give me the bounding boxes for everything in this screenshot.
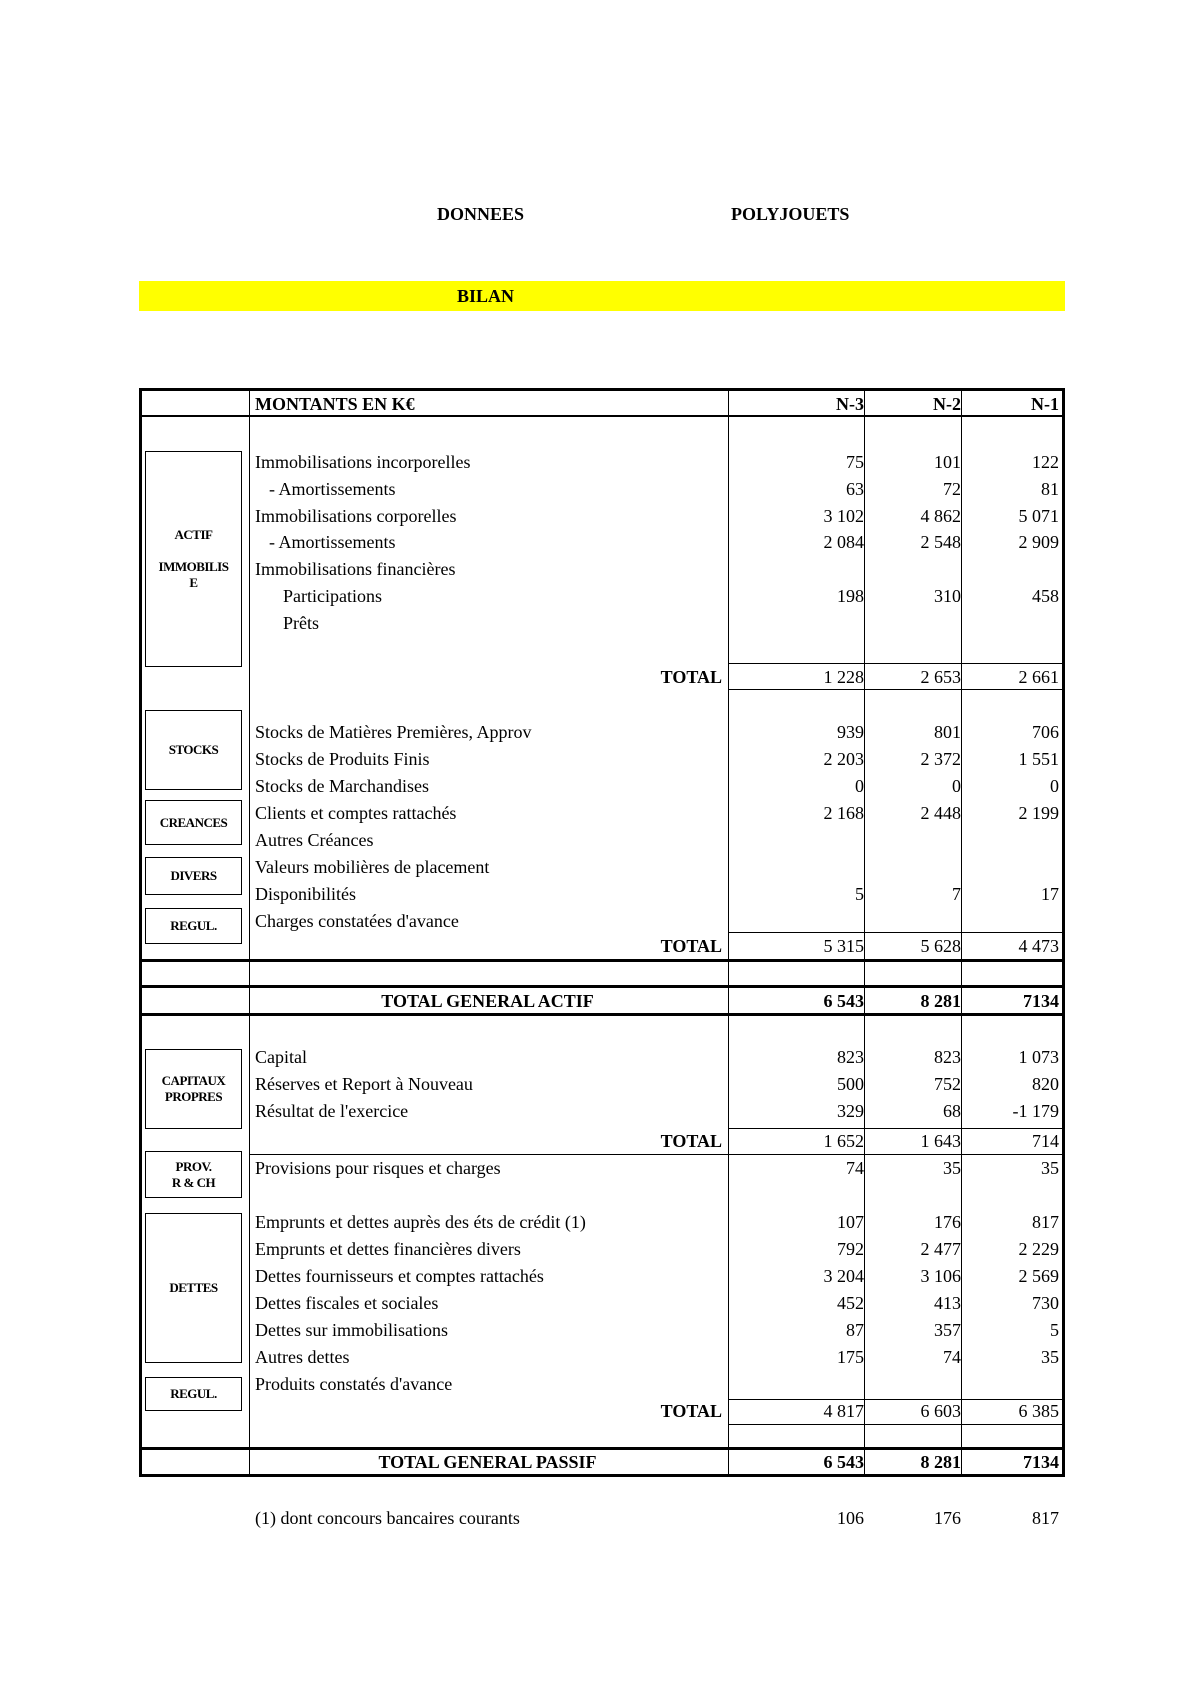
table-cell-label: TOTAL: [660, 667, 722, 687]
table-row: [139, 1236, 1065, 1262]
table-cell-value: 74: [846, 1158, 864, 1178]
table-cell-value: 5 315: [823, 936, 864, 956]
table-cell-label: Provisions pour risques et charges: [255, 1158, 501, 1178]
table-cell-label: Emprunts et dettes auprès des éts de crédit (1): [255, 1212, 586, 1232]
table-cell-value: 74: [943, 1347, 961, 1367]
table-row: [139, 610, 1065, 636]
section-band: [139, 281, 1065, 311]
table-cell-label: Immobilisations incorporelles: [255, 452, 471, 472]
total-row: [139, 1398, 1065, 1424]
table-cell-value: 7134: [1023, 991, 1059, 1011]
table-cell-value: 3 106: [920, 1266, 961, 1286]
header-donnees: DONNEES: [437, 204, 525, 224]
grand-total-passif-row: [139, 1449, 1065, 1475]
table-cell-label: TOTAL GENERAL PASSIF: [378, 1452, 597, 1472]
table-cell-label: Capital: [255, 1047, 307, 1067]
rule: [139, 959, 1065, 962]
table-cell-value: 3 204: [823, 1266, 864, 1286]
table-row: [139, 1371, 1065, 1397]
table-cell-label: - Amortissements: [269, 479, 396, 499]
footnote-label: (1) dont concours bancaires courants: [255, 1508, 520, 1528]
table-cell-value: 8 281: [920, 991, 961, 1011]
table-cell-value: 75: [846, 452, 864, 472]
table-cell-value: 68: [943, 1101, 961, 1121]
table-cell-label: Stocks de Produits Finis: [255, 749, 430, 769]
table-cell-label: TOTAL: [660, 1131, 722, 1151]
table-cell-value: 35: [943, 1158, 961, 1178]
table-cell-value: 2 548: [920, 532, 961, 552]
table-cell-value: 413: [934, 1293, 961, 1313]
table-cell-value: 792: [837, 1239, 864, 1259]
side-label-text: STOCKS: [168, 742, 219, 757]
table-cell-label: Réserves et Report à Nouveau: [255, 1074, 473, 1094]
footnote-value: 176: [934, 1508, 961, 1528]
grand-total-actif-row: [139, 988, 1065, 1014]
table-cell-value: 87: [846, 1320, 864, 1340]
table-row: [139, 773, 1065, 799]
table-cell-value: 1 652: [823, 1131, 864, 1151]
table-cell-value: 714: [1032, 1131, 1059, 1151]
table-cell-value: 7134: [1023, 1452, 1059, 1472]
table-cell-value: 500: [837, 1074, 864, 1094]
table-row: [139, 1317, 1065, 1343]
table-header-row: [139, 391, 1065, 417]
table-cell-value: 2 084: [823, 532, 864, 552]
header-label: MONTANTS EN K€: [255, 394, 415, 414]
table-cell-value: 107: [837, 1212, 864, 1232]
table-cell-value: 0: [952, 776, 961, 796]
table-row: [139, 449, 1065, 475]
side-label-text: DETTES: [169, 1280, 218, 1295]
table-cell-label: Clients et comptes rattachés: [255, 803, 457, 823]
table-cell-value: 101: [934, 452, 961, 472]
table-cell-value: 1 228: [823, 667, 864, 687]
side-label-text: E: [189, 575, 198, 590]
table-row: [139, 1098, 1065, 1124]
table-cell-label: Résultat de l'exercice: [255, 1101, 409, 1121]
table-cell-label: Stocks de Matières Premières, Approv: [255, 722, 532, 742]
table-row: [139, 476, 1065, 502]
table-cell-value: 452: [837, 1293, 864, 1313]
table-cell-value: 198: [837, 586, 864, 606]
table-cell-value: 5 628: [920, 936, 961, 956]
side-label-text: CREANCES: [159, 814, 228, 830]
table-cell-value: 5 071: [1018, 506, 1059, 526]
table-cell-label: Autres dettes: [255, 1347, 350, 1367]
table-row: [139, 800, 1065, 826]
table-row: [139, 1044, 1065, 1070]
table-cell-value: 801: [934, 722, 961, 742]
table-cell-label: Disponibilités: [255, 884, 357, 904]
table-cell-value: 175: [837, 1347, 864, 1367]
table-cell-value: 2 168: [823, 803, 864, 823]
table-cell-value: 35: [1041, 1347, 1059, 1367]
table-cell-value: 0: [1050, 776, 1059, 796]
footnote-row: [0, 1505, 1200, 1531]
table-cell-value: 2 909: [1018, 532, 1059, 552]
table-row: [139, 1290, 1065, 1316]
table-row: [139, 746, 1065, 772]
table-cell-label: Immobilisations financières: [255, 559, 456, 579]
table-cell-value: 2 477: [920, 1239, 961, 1259]
table-row: [139, 1263, 1065, 1289]
side-label-text: IMMOBILIS: [158, 559, 229, 574]
table-cell-value: 3 102: [823, 506, 864, 526]
table-cell-value: 357: [934, 1320, 961, 1340]
table-cell-label: Prêts: [283, 613, 319, 633]
side-label-text: REGUL.: [170, 918, 217, 933]
table-cell-value: 939: [837, 722, 864, 742]
table-row: [139, 1071, 1065, 1097]
table-row: [139, 1155, 1065, 1181]
table-cell-value: 4 473: [1018, 936, 1059, 956]
table-cell-value: 35: [1041, 1158, 1059, 1178]
side-label-text: CAPITAUX: [161, 1073, 226, 1088]
table-cell-value: 823: [934, 1047, 961, 1067]
table-cell-value: 6 543: [823, 991, 864, 1011]
balance-sheet-table: [139, 388, 1065, 1477]
table-cell-label: Dettes fournisseurs et comptes rattachés: [255, 1266, 544, 1286]
table-cell-value: 81: [1041, 479, 1059, 499]
table-cell-value: 4 862: [920, 506, 961, 526]
table-row: [139, 529, 1065, 555]
table-cell-value: 730: [1032, 1293, 1059, 1313]
total-row: [139, 933, 1065, 959]
band-title: BILAN: [457, 286, 515, 306]
col-header: N-1: [1031, 394, 1059, 414]
table-cell-value: 17: [1041, 884, 1059, 904]
table-cell-label: Participations: [283, 586, 382, 606]
table-cell-value: 329: [837, 1101, 864, 1121]
table-cell-label: Autres Créances: [255, 830, 374, 850]
table-row: [139, 881, 1065, 907]
table-cell-label: Emprunts et dettes financières divers: [255, 1239, 521, 1259]
table-row: [139, 908, 1065, 934]
table-cell-value: 1 643: [920, 1131, 961, 1151]
table-cell-value: 63: [846, 479, 864, 499]
table-row: [139, 854, 1065, 880]
table-cell-label: Valeurs mobilières de placement: [255, 857, 490, 877]
side-label-text: R & CH: [171, 1174, 216, 1190]
table-row: [139, 556, 1065, 582]
table-cell-label: Produits constatés d'avance: [255, 1374, 453, 1394]
total-row: [139, 1128, 1065, 1154]
table-cell-value: 2 229: [1018, 1239, 1059, 1259]
table-cell-label: Charges constatées d'avance: [255, 911, 459, 931]
table-cell-value: 2 199: [1018, 803, 1059, 823]
table-cell-value: 6 385: [1018, 1401, 1059, 1421]
table-cell-value: 2 661: [1018, 667, 1059, 687]
header-company: POLYJOUETS: [731, 204, 850, 224]
side-label-text: ACTIF: [174, 527, 213, 542]
table-cell-value: 6 603: [920, 1401, 961, 1421]
table-cell-value: 5: [1050, 1320, 1059, 1340]
col-header: N-3: [836, 394, 864, 414]
side-label-text: PROPRES: [164, 1089, 223, 1104]
table-cell-value: 820: [1032, 1074, 1059, 1094]
table-row: [139, 583, 1065, 609]
table-row: [139, 719, 1065, 745]
table-row: [139, 827, 1065, 853]
col-header: N-2: [933, 394, 961, 414]
table-cell-value: 122: [1032, 452, 1059, 472]
table-cell-value: 6 543: [823, 1452, 864, 1472]
table-cell-value: 817: [1032, 1212, 1059, 1232]
table-cell-value: 176: [934, 1212, 961, 1232]
table-cell-value: -1 179: [1012, 1101, 1059, 1121]
table-cell-value: 5: [855, 884, 864, 904]
table-cell-value: 2 448: [920, 803, 961, 823]
table-cell-value: 4 817: [823, 1401, 864, 1421]
table-cell-label: Dettes sur immobilisations: [255, 1320, 448, 1340]
table-row: [139, 1344, 1065, 1370]
table-cell-value: 1 551: [1018, 749, 1059, 769]
table-cell-value: 706: [1032, 722, 1059, 742]
rule: [728, 1424, 1065, 1425]
footnote-value: 106: [837, 1508, 864, 1528]
table-cell-label: - Amortissements: [269, 532, 396, 552]
table-cell-label: Dettes fiscales et sociales: [255, 1293, 439, 1313]
table-cell-value: 7: [952, 884, 961, 904]
table-cell-value: 2 203: [823, 749, 864, 769]
side-label-text: REGUL.: [170, 1386, 217, 1401]
table-cell-label: TOTAL: [660, 936, 722, 956]
table-cell-value: 310: [934, 586, 961, 606]
side-label-text: PROV.: [175, 1158, 212, 1174]
table-cell-value: 1 073: [1018, 1047, 1059, 1067]
table-cell-label: Immobilisations corporelles: [255, 506, 457, 526]
total-row: [139, 664, 1065, 690]
table-cell-label: TOTAL: [660, 1401, 722, 1421]
side-label-text: DIVERS: [170, 868, 217, 883]
table-cell-value: 2 569: [1018, 1266, 1059, 1286]
table-cell-value: 752: [934, 1074, 961, 1094]
table-cell-value: 2 653: [920, 667, 961, 687]
table-row: [139, 1209, 1065, 1235]
table-cell-value: 8 281: [920, 1452, 961, 1472]
table-cell-value: 458: [1032, 586, 1059, 606]
table-cell-value: 823: [837, 1047, 864, 1067]
table-cell-label: Stocks de Marchandises: [255, 776, 429, 796]
table-cell-value: 2 372: [920, 749, 961, 769]
table-row: [139, 503, 1065, 529]
table-cell-label: TOTAL GENERAL ACTIF: [381, 991, 594, 1011]
table-cell-value: 72: [943, 479, 961, 499]
table-cell-value: 0: [855, 776, 864, 796]
footnote-value: 817: [1032, 1508, 1059, 1528]
